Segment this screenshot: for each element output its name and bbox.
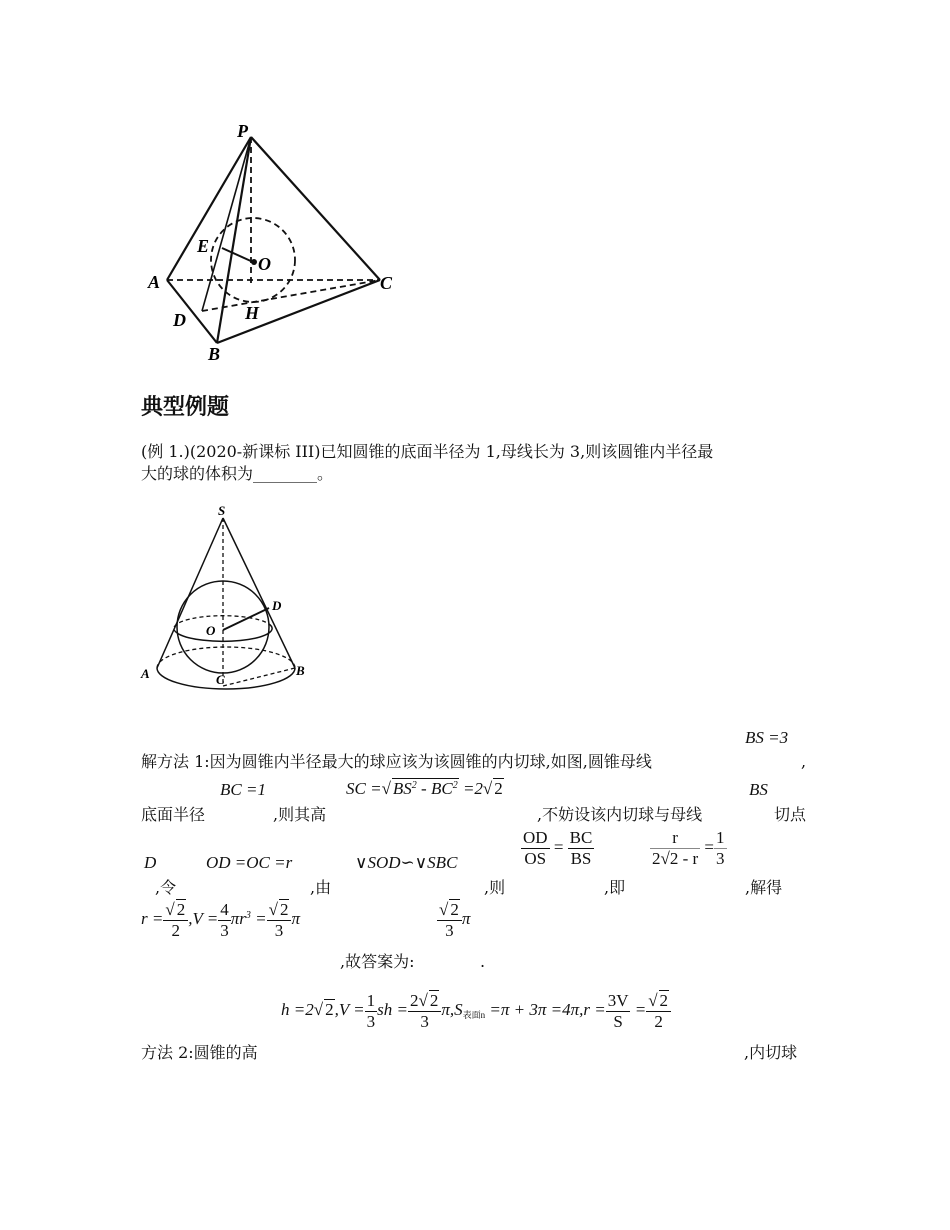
solution1-line2-c: ,不妨设该内切球与母线 <box>537 805 703 824</box>
label-h: H <box>245 303 260 323</box>
solution1-line4: ,故答案为: <box>340 952 415 971</box>
solution1-line2-d: 切点 <box>774 805 807 824</box>
cone-label-c: C <box>216 672 225 687</box>
solution1-line3-b: ,由 <box>310 878 332 897</box>
cone-label-a: A <box>141 666 150 681</box>
math-bc-eq-1: BC =1 <box>220 780 266 799</box>
math-od-oc-r: OD =OC =r <box>206 853 293 872</box>
section-title: 典型例题 <box>141 395 230 420</box>
solution2-line1-b: ,内切球 <box>744 1043 798 1062</box>
label-a: A <box>148 272 161 292</box>
math-bs-eq-3: BS =3 <box>745 728 789 747</box>
problem-line-1: (例 1.)(2020-新课标 III)已知圆锥的底面半径为 1,母线长为 3,则该圆锥内半径最 <box>141 442 714 461</box>
solution2-line1-a: 方法 2:圆锥的高 <box>141 1043 258 1062</box>
math-answer: $\frac{√ 2}{3}$ π <box>439 900 471 940</box>
cone-label-s: S <box>218 503 226 518</box>
math-similar-triangles: ∨SOD∽∨SBC <box>355 853 458 872</box>
math-bs-label: BS <box>749 780 768 799</box>
math-sc-formula: SC =√ $BS^2 - BC^2 =2√$ 2 <box>346 779 503 798</box>
label-o: O <box>258 254 271 274</box>
solution1-line3-d: ,即 <box>604 878 626 897</box>
label-p: P <box>237 121 248 141</box>
solution1-line2-a: 底面半径 <box>141 805 206 824</box>
cone-label-b: B <box>296 663 305 678</box>
math-r-v-result: r = $\frac{√ 2}{2}$ ,V = $\frac{4}{3}$ $\pi r^3$ = $\frac{√ 2}{3}$ π <box>141 899 300 940</box>
solution1-line3-e: ,解得 <box>745 878 783 897</box>
problem-line-2: 大的球的体积为________。 <box>141 464 334 483</box>
pyramid-figure <box>135 115 415 375</box>
label-b: B <box>208 344 221 364</box>
math-ratio-r: $\frac{r}{2√2 - r}$ = $\frac{1}{3}$ <box>652 828 725 868</box>
solution1-line4-period: . <box>480 952 486 971</box>
solution1-line3-c: ,则 <box>484 878 506 897</box>
solution1-line3-a: ,令 <box>155 878 177 897</box>
solution1-line1: 解方法 1:因为圆锥内半径最大的球应该为该圆锥的内切球,如图,圆锥母线 <box>141 752 652 771</box>
math-ratio-od-os: $\frac{OD}{OS}$ = $\frac{BC}{BS}$ <box>523 828 593 868</box>
math-method2-formula: h =2√ 2,V = $\frac{1}{3}$ sh = $\frac{2√ 2}{3}$ $\pi,S_{表面n} =\pi + 3\pi =4\pi,r$ = $\frac{3V}{S}$ = $\frac{√ 2}{2}$ <box>281 990 671 1032</box>
math-d: D <box>144 853 157 872</box>
solution1-line2-b: ,则其高 <box>273 805 327 824</box>
label-c: C <box>380 273 393 293</box>
cone-figure <box>135 500 325 705</box>
cone-label-d: D <box>272 598 282 613</box>
label-e: E <box>197 236 210 256</box>
cone-label-o: O <box>206 623 216 638</box>
solution1-line1-comma: , <box>801 752 807 771</box>
label-d: D <box>173 310 186 330</box>
